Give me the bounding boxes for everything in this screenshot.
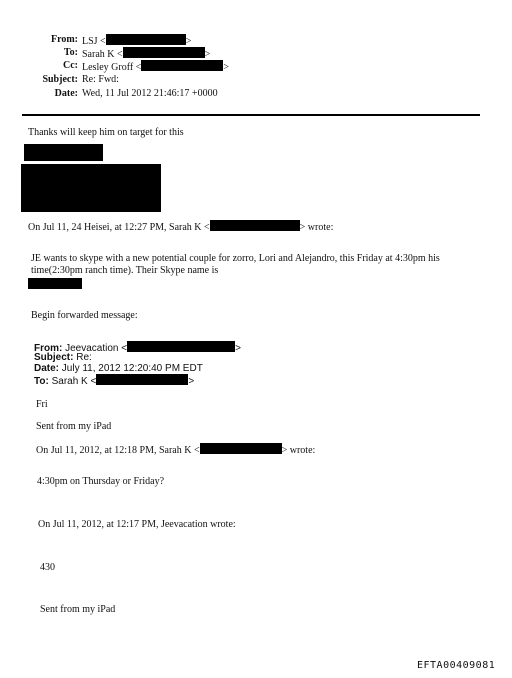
to-field (82, 47, 210, 60)
from-field (82, 34, 191, 47)
bracket: > (204, 49, 211, 60)
fwd-date-line (34, 363, 203, 374)
je-message-line-2: time(2:30pm ranch time). Their Skype name is (31, 265, 219, 276)
bracket: > (185, 36, 192, 47)
quote-header-suffix: > wrote: (299, 222, 334, 233)
begin-forwarded: Begin forwarded message: (31, 310, 138, 321)
fwd-from-value: Jeevacation < (65, 343, 128, 354)
fwd-to-value: Sarah K < (51, 376, 97, 387)
redaction-bar (210, 220, 300, 231)
bracket: > (188, 376, 195, 387)
quote-header-3: On Jul 11, 2012, at 12:17 PM, Jeevacation wrote: (38, 519, 236, 530)
fwd-subject-label: Subject: (34, 352, 74, 363)
sent-from-ipad-2: Sent from my iPad (40, 604, 116, 615)
redaction-block (21, 164, 161, 212)
cc-value: Lesley Groff < (82, 62, 142, 73)
fwd-to-label: To: (34, 376, 49, 387)
fwd-date-value: July 11, 2012 12:20:40 PM EDT (61, 363, 203, 374)
bates-number: EFTA00409081 (417, 660, 496, 671)
from-label: From: (50, 34, 78, 45)
cc-field (82, 60, 229, 73)
redaction-bar (141, 60, 223, 71)
bracket: > (235, 343, 241, 354)
answer-text: 430 (40, 562, 55, 573)
sent-from-ipad-1: Sent from my iPad (36, 421, 112, 432)
redaction-bar (96, 374, 188, 385)
redaction-block (28, 278, 82, 289)
cc-label: Cc: (63, 60, 78, 71)
redaction-bar (106, 34, 186, 45)
to-value: Sarah K < (82, 49, 123, 60)
quote-header-2 (36, 443, 315, 456)
subject-label: Subject: (42, 74, 78, 85)
quote-header-text: On Jul 11, 2012, at 12:18 PM, Sarah K < (36, 445, 200, 456)
from-value: LSJ < (82, 36, 106, 47)
bracket: > (223, 62, 229, 73)
redaction-block (24, 144, 103, 161)
date-value: Wed, 11 Jul 2012 21:46:17 +0000 (82, 88, 218, 99)
fwd-subject-line (34, 352, 92, 363)
redaction-bar (123, 47, 205, 58)
fwd-to-line (34, 374, 194, 387)
quote-header-text: On Jul 11, 24 Heisei, at 12:27 PM, Sarah K < (28, 222, 210, 233)
fwd-date-label: Date: (34, 363, 60, 374)
to-label: To: (63, 47, 78, 58)
redaction-bar (127, 341, 235, 352)
fwd-from-label: From: (34, 343, 63, 354)
header-divider (22, 114, 480, 116)
ask-text: 4:30pm on Thursday or Friday? (37, 476, 165, 487)
redaction-bar (200, 443, 282, 454)
reply-text: Thanks will keep him on target for this (28, 127, 184, 138)
quote-header-suffix: > wrote: (281, 445, 316, 456)
subject-value: Re: Fwd: (82, 74, 119, 85)
date-label: Date: (54, 88, 78, 99)
fri-text: Fri (36, 399, 48, 410)
je-message-line-1: JE wants to skype with a new potential couple for zorro, Lori and Alejandro, this Friday at 4:30pm his (31, 253, 440, 264)
fwd-subject-value: Re: (76, 352, 92, 363)
quote-header-1 (28, 220, 333, 233)
